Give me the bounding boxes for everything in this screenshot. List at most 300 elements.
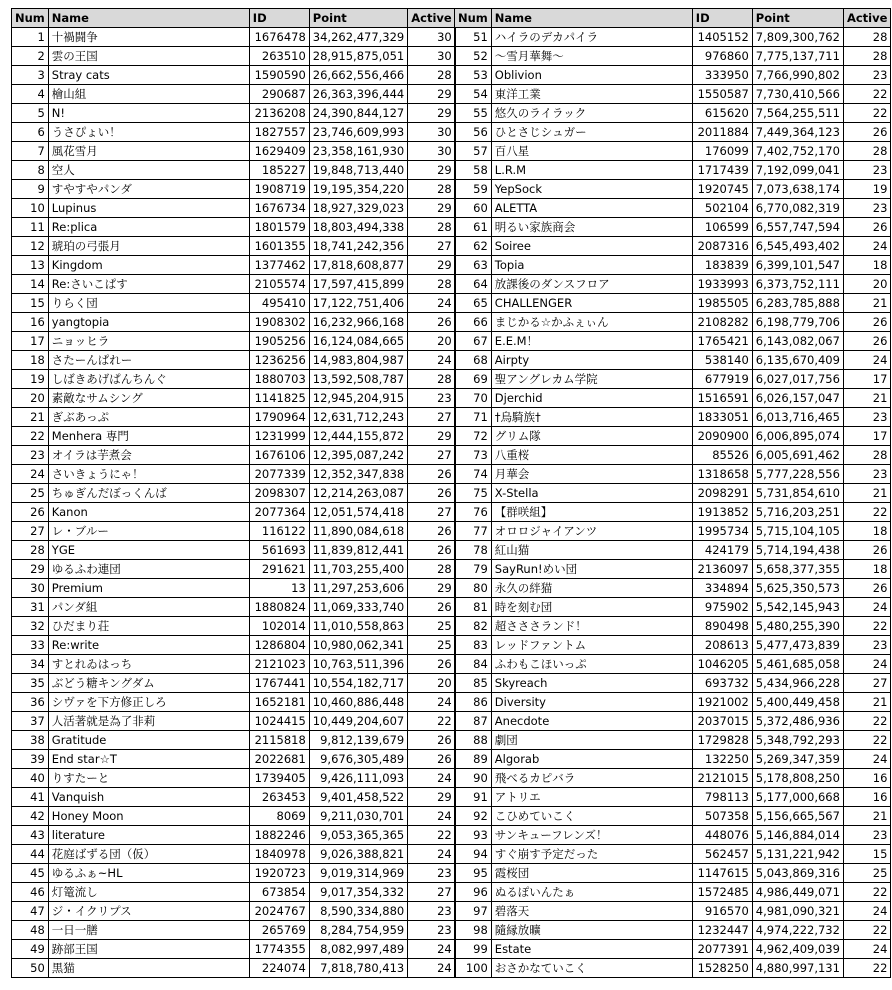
table-row [455,370,891,389]
row-point: 7,073,638,174 [752,180,843,199]
row-point: 9,426,111,093 [309,769,407,788]
row-id: 1913852 [692,503,752,522]
row-active: 20 [408,332,455,351]
row-id: 1377462 [249,256,309,275]
row-point: 34,262,477,329 [309,28,407,47]
row-point: 19,195,354,220 [309,180,407,199]
row-active: 29 [408,579,455,598]
row-num: 52 [455,47,492,66]
row-num: 19 [12,370,49,389]
row-point: 6,005,691,462 [752,446,843,465]
row-active: 26 [408,655,455,674]
row-name: 灯篭流し [48,883,249,902]
row-active: 23 [843,408,890,427]
row-id: 1629409 [249,142,309,161]
row-num: 55 [455,104,492,123]
row-num: 32 [12,617,49,636]
table-row [455,332,891,351]
row-num: 80 [455,579,492,598]
row-point: 11,890,084,618 [309,522,407,541]
row-active: 26 [843,579,890,598]
row-id: 1318658 [692,465,752,484]
row-id: 2105574 [249,275,309,294]
row-id: 1550587 [692,85,752,104]
row-point: 26,363,396,444 [309,85,407,104]
row-name: 琥珀の弓張月 [48,237,249,256]
row-num: 89 [455,750,492,769]
row-active: 22 [843,883,890,902]
row-num: 83 [455,636,492,655]
row-num: 59 [455,180,492,199]
row-point: 11,010,558,863 [309,617,407,636]
table-row [12,541,456,560]
row-active: 21 [843,693,890,712]
row-point: 9,676,305,489 [309,750,407,769]
table-row [455,484,891,503]
row-name: ～雪月華舞～ [491,47,692,66]
table-header-row [12,9,456,28]
row-active: 24 [843,351,890,370]
table-row [12,921,456,940]
row-num: 96 [455,883,492,902]
row-id: 1528250 [692,959,752,978]
header-num: Num [455,9,492,28]
row-num: 12 [12,237,49,256]
row-id: 1920723 [249,864,309,883]
row-id: 2090900 [692,427,752,446]
row-id: 1717439 [692,161,752,180]
row-num: 28 [12,541,49,560]
row-point: 18,741,242,356 [309,237,407,256]
table-row [455,199,891,218]
row-id: 265769 [249,921,309,940]
row-name: ジ・イクリプス [48,902,249,921]
table-row [455,123,891,142]
row-num: 46 [12,883,49,902]
row-active: 26 [408,484,455,503]
row-name: りすたーと [48,769,249,788]
row-active: 24 [408,351,455,370]
row-num: 68 [455,351,492,370]
row-id: 976860 [692,47,752,66]
row-name: うさぴょい！ [48,123,249,142]
row-id: 1046205 [692,655,752,674]
row-name: Re:plica [48,218,249,237]
row-id: 183839 [692,256,752,275]
row-point: 12,395,087,242 [309,446,407,465]
row-name: ひだまり荘 [48,617,249,636]
row-id: 333950 [692,66,752,85]
table-row [12,28,456,47]
row-name: 檜山組 [48,85,249,104]
row-num: 92 [455,807,492,826]
row-active: 29 [408,85,455,104]
row-name: ゆるふわ連団 [48,560,249,579]
row-name: アトリエ [491,788,692,807]
row-name: Gratitude [48,731,249,750]
row-point: 6,770,082,319 [752,199,843,218]
row-point: 5,434,966,228 [752,674,843,693]
row-id: 507358 [692,807,752,826]
table-row [455,294,891,313]
row-name: 永久の絆猫 [491,579,692,598]
row-name: literature [48,826,249,845]
row-name: 風花雪月 [48,142,249,161]
ranking-table-right [454,8,891,978]
row-num: 78 [455,541,492,560]
row-id: 1405152 [692,28,752,47]
header-name: Name [491,9,692,28]
row-active: 27 [408,237,455,256]
row-name: ゆるふぁ~HL [48,864,249,883]
row-name: 隨縁放曠 [491,921,692,940]
header-num: Num [12,9,49,28]
row-active: 22 [843,921,890,940]
row-num: 99 [455,940,492,959]
row-num: 88 [455,731,492,750]
row-name: Kingdom [48,256,249,275]
row-id: 1882246 [249,826,309,845]
row-active: 24 [843,655,890,674]
row-active: 18 [843,560,890,579]
row-num: 90 [455,769,492,788]
row-point: 12,444,155,872 [309,427,407,446]
row-active: 24 [843,237,890,256]
row-num: 11 [12,218,49,237]
table-row [455,237,891,256]
table-row [12,85,456,104]
row-point: 18,803,494,338 [309,218,407,237]
row-id: 1774355 [249,940,309,959]
table-row [12,218,456,237]
row-name: 空人 [48,161,249,180]
row-name: 跡部王国 [48,940,249,959]
row-id: 2077339 [249,465,309,484]
row-name: シヴァを下方修正しろ [48,693,249,712]
row-id: 2121023 [249,655,309,674]
row-active: 25 [408,617,455,636]
row-point: 4,981,090,321 [752,902,843,921]
table-row [12,446,456,465]
row-active: 24 [408,769,455,788]
row-num: 67 [455,332,492,351]
row-num: 63 [455,256,492,275]
row-point: 7,775,137,711 [752,47,843,66]
row-point: 11,297,253,606 [309,579,407,598]
row-id: 1147615 [692,864,752,883]
row-id: 1801579 [249,218,309,237]
row-name: Vanquish [48,788,249,807]
row-active: 16 [843,769,890,788]
row-name: E.E.M！ [491,332,692,351]
row-active: 27 [408,503,455,522]
header-point: Point [752,9,843,28]
row-num: 51 [455,28,492,47]
table-row [455,636,891,655]
row-num: 39 [12,750,49,769]
row-num: 43 [12,826,49,845]
table-row [12,503,456,522]
row-num: 77 [455,522,492,541]
row-num: 22 [12,427,49,446]
table-row [12,769,456,788]
row-id: 1231999 [249,427,309,446]
row-num: 17 [12,332,49,351]
row-active: 28 [843,142,890,161]
row-num: 91 [455,788,492,807]
row-active: 22 [408,712,455,731]
row-num: 85 [455,674,492,693]
row-num: 100 [455,959,492,978]
row-num: 44 [12,845,49,864]
table-row [455,769,891,788]
table-row [12,408,456,427]
table-row [455,655,891,674]
row-id: 1516591 [692,389,752,408]
row-name: オイラは芋煮会 [48,446,249,465]
table-row [455,731,891,750]
row-point: 4,986,449,071 [752,883,843,902]
row-active: 26 [408,522,455,541]
row-id: 263453 [249,788,309,807]
table-row [455,807,891,826]
row-active: 23 [408,921,455,940]
row-point: 6,026,157,047 [752,389,843,408]
table-row [455,826,891,845]
row-id: 1985505 [692,294,752,313]
row-point: 5,156,665,567 [752,807,843,826]
row-point: 9,812,139,679 [309,731,407,750]
row-name: 霞桜団 [491,864,692,883]
table-header-row [455,9,891,28]
row-id: 424179 [692,541,752,560]
row-point: 12,945,204,915 [309,389,407,408]
row-num: 42 [12,807,49,826]
table-row [455,313,891,332]
row-id: 291621 [249,560,309,579]
row-point: 4,962,409,039 [752,940,843,959]
row-num: 38 [12,731,49,750]
table-row [455,389,891,408]
table-row [12,655,456,674]
row-name: Anecdote [491,712,692,731]
row-active: 29 [408,427,455,446]
row-point: 6,557,747,594 [752,218,843,237]
row-active: 29 [408,788,455,807]
table-row [455,883,891,902]
row-active: 22 [843,731,890,750]
row-point: 26,662,556,466 [309,66,407,85]
row-name: ぶどう糖キングダム [48,674,249,693]
table-row [12,313,456,332]
row-point: 6,006,895,074 [752,427,843,446]
row-active: 20 [408,674,455,693]
row-name: Re:さいこぱす [48,275,249,294]
row-active: 24 [843,598,890,617]
row-name: 十禍闘争 [48,28,249,47]
row-id: 1572485 [692,883,752,902]
table-row [12,560,456,579]
row-id: 2011884 [692,123,752,142]
row-num: 65 [455,294,492,313]
row-num: 10 [12,199,49,218]
row-point: 6,135,670,409 [752,351,843,370]
row-active: 23 [843,161,890,180]
row-active: 23 [843,66,890,85]
table-row [12,788,456,807]
row-point: 9,401,458,522 [309,788,407,807]
row-name: CHALLENGER [491,294,692,313]
row-num: 48 [12,921,49,940]
row-name: Estate [491,940,692,959]
table-row [12,275,456,294]
row-name: まじかる☆かふぇぃん [491,313,692,332]
table-row [12,826,456,845]
row-name: End star☆T [48,750,249,769]
row-active: 22 [843,959,890,978]
row-active: 30 [408,123,455,142]
row-point: 12,051,574,418 [309,503,407,522]
row-name: 百八星 [491,142,692,161]
row-name: Soiree [491,237,692,256]
row-id: 1765421 [692,332,752,351]
table-row [455,142,891,161]
table-row [455,104,891,123]
row-active: 16 [843,788,890,807]
row-active: 26 [408,750,455,769]
row-id: 2087316 [692,237,752,256]
row-point: 9,053,365,365 [309,826,407,845]
row-active: 28 [408,180,455,199]
row-name: N! [48,104,249,123]
row-name: SayRun!めい団 [491,560,692,579]
row-name: Djerchid [491,389,692,408]
row-active: 24 [843,750,890,769]
row-num: 8 [12,161,49,180]
row-point: 5,625,350,573 [752,579,843,598]
row-num: 35 [12,674,49,693]
row-name: ちゅぎんだぼっくんば [48,484,249,503]
row-name: Algorab [491,750,692,769]
row-name: Re:write [48,636,249,655]
row-id: 1601355 [249,237,309,256]
row-point: 5,146,884,014 [752,826,843,845]
row-name: 花庭ばずる団（仮） [48,845,249,864]
row-name: 一日一膳 [48,921,249,940]
row-name: Premium [48,579,249,598]
row-id: 208613 [692,636,752,655]
row-num: 34 [12,655,49,674]
row-id: 2024767 [249,902,309,921]
table-row [455,921,891,940]
row-active: 28 [408,560,455,579]
row-num: 45 [12,864,49,883]
row-id: 1676106 [249,446,309,465]
row-active: 29 [408,256,455,275]
row-active: 23 [843,199,890,218]
row-point: 28,915,875,051 [309,47,407,66]
row-num: 15 [12,294,49,313]
row-id: 1933993 [692,275,752,294]
row-name: 黒猫 [48,959,249,978]
row-num: 30 [12,579,49,598]
row-id: 562457 [692,845,752,864]
table-row [455,446,891,465]
row-active: 29 [408,199,455,218]
row-name: りらく団 [48,294,249,313]
row-point: 5,714,194,438 [752,541,843,560]
table-row [12,237,456,256]
row-name: yangtopia [48,313,249,332]
row-point: 17,818,608,877 [309,256,407,275]
row-point: 5,480,255,390 [752,617,843,636]
row-active: 26 [843,218,890,237]
header-active: Active [843,9,890,28]
row-num: 64 [455,275,492,294]
ranking-table-left [11,8,456,978]
row-id: 2108282 [692,313,752,332]
row-num: 31 [12,598,49,617]
table-row [455,427,891,446]
row-point: 12,352,347,838 [309,465,407,484]
row-name: Stray cats [48,66,249,85]
row-num: 56 [455,123,492,142]
row-num: 23 [12,446,49,465]
row-active: 29 [408,104,455,123]
table-row [12,940,456,959]
row-point: 5,461,685,058 [752,655,843,674]
row-point: 11,839,812,441 [309,541,407,560]
row-point: 10,554,182,717 [309,674,407,693]
row-point: 14,983,804,987 [309,351,407,370]
row-active: 18 [843,256,890,275]
row-id: 1767441 [249,674,309,693]
row-point: 12,631,712,243 [309,408,407,427]
row-name: こひめていこく [491,807,692,826]
table-row [455,503,891,522]
row-point: 5,658,377,355 [752,560,843,579]
row-active: 24 [408,807,455,826]
row-name: ぬるぽいんたぁ [491,883,692,902]
table-row [12,693,456,712]
row-id: 615620 [692,104,752,123]
row-num: 16 [12,313,49,332]
row-id: 1141825 [249,389,309,408]
row-point: 5,348,792,293 [752,731,843,750]
row-point: 10,460,886,448 [309,693,407,712]
row-id: 8069 [249,807,309,826]
row-active: 23 [408,389,455,408]
row-active: 25 [408,636,455,655]
row-point: 6,143,082,067 [752,332,843,351]
table-row [455,28,891,47]
table-row [455,788,891,807]
row-active: 21 [843,294,890,313]
table-row [455,598,891,617]
row-num: 76 [455,503,492,522]
row-num: 29 [12,560,49,579]
row-point: 16,124,084,665 [309,332,407,351]
table-row [12,66,456,85]
table-row [455,275,891,294]
row-id: 176099 [692,142,752,161]
row-num: 2 [12,47,49,66]
row-num: 82 [455,617,492,636]
row-active: 24 [408,940,455,959]
row-name: すぐ崩す予定だった [491,845,692,864]
row-active: 28 [408,66,455,85]
header-id: ID [249,9,309,28]
